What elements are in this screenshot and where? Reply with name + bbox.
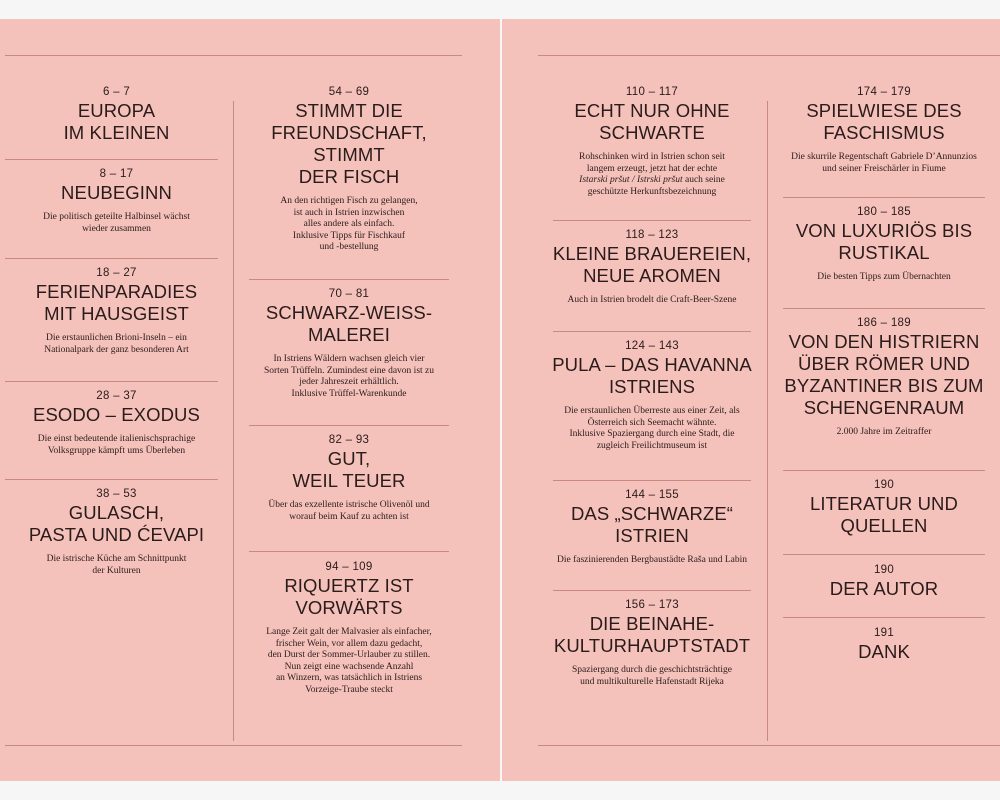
chapter-title-line: RIQUERTZ IST <box>284 575 414 596</box>
entry-separator <box>553 220 751 221</box>
chapter-title-line: PULA – DAS HAVANNA <box>552 354 752 375</box>
chapter-title-line: KULTURHAUPTSTADT <box>553 635 751 656</box>
toc-entry[interactable] <box>234 287 464 400</box>
toc-entry[interactable] <box>768 626 1000 663</box>
toc-column-3 <box>538 0 766 800</box>
toc-column-1 <box>0 0 233 800</box>
chapter-title-line: QUELLEN <box>840 515 928 536</box>
chapter-description <box>538 555 766 567</box>
chapter-title-line: BYZANTINER BIS ZUM <box>784 375 984 396</box>
entry-separator <box>5 159 218 160</box>
chapter-description-line: Sorten Trüffeln. Zumindest eine davon ist zu <box>263 365 435 376</box>
chapter-title-line: KLEINE BRAUEREIEN, <box>552 243 752 264</box>
chapter-description <box>538 665 766 688</box>
chapter-description <box>234 196 464 254</box>
entry-separator <box>5 479 218 480</box>
chapter-description-line: Nationalpark der ganz besonderen Art <box>44 344 189 355</box>
chapter-description-line: der Kulturen <box>92 565 141 576</box>
toc-entry[interactable] <box>234 85 464 254</box>
toc-column-4 <box>768 0 1000 800</box>
chapter-title-line: DER AUTOR <box>829 578 939 599</box>
chapter-title-line: WEIL TEUER <box>292 470 406 491</box>
chapter-description-line: Volksgruppe kämpft ums Überleben <box>47 445 186 456</box>
chapter-title-line: NEUE AROMEN <box>583 265 721 286</box>
page-range: 28 – 37 <box>96 390 137 402</box>
chapter-description <box>0 554 233 577</box>
chapter-title-line: VORWÄRTS <box>295 597 403 618</box>
page-range: 190 <box>873 479 895 491</box>
chapter-description-line: Vorzeige-Traube steckt <box>305 684 393 695</box>
chapter-description-line: Die politisch geteilte Halbinsel wächst <box>43 212 190 222</box>
chapter-title-line: DANK <box>858 641 910 662</box>
chapter-description-line: worauf beim Kauf zu achten ist <box>289 511 409 522</box>
chapter-description-line: geschützte Herkunftsbezeichnung <box>587 186 717 197</box>
toc-entry[interactable] <box>538 339 766 452</box>
chapter-description-line: In Istriens Wäldern wachsen gleich vier <box>273 354 425 364</box>
chapter-title <box>234 448 464 492</box>
chapter-title-line: DIE BEINAHE- <box>589 613 715 634</box>
chapter-description-line: Die einst bedeutende italienischsprachige <box>37 434 196 444</box>
chapter-description-line: An den richtigen Fisch zu gelangen, <box>280 196 418 206</box>
chapter-title <box>0 404 233 426</box>
chapter-description <box>538 295 766 307</box>
chapter-title-line: STIMMT <box>313 144 385 165</box>
chapter-description-line: Die istrische Küche am Schnittpunkt <box>46 554 187 564</box>
chapter-title-line: RUSTIKAL <box>838 242 930 263</box>
chapter-description-line: Die erstaunlichen Überreste aus einer Zeit, als <box>564 406 740 416</box>
chapter-description-line: Die besten Tipps zum Übernachten <box>817 272 951 282</box>
chapter-description <box>234 627 464 696</box>
chapter-title-line: GULASCH, <box>68 502 165 523</box>
chapter-title-line: ISTRIENS <box>608 376 696 397</box>
chapter-title <box>0 281 233 325</box>
chapter-title-line: SCHWARZ-WEISS- <box>265 302 433 323</box>
page-range: 94 – 109 <box>325 561 373 573</box>
chapter-description-line: ist auch in Istrien inzwischen <box>293 207 405 218</box>
chapter-title-line: STIMMT DIE <box>295 100 403 121</box>
page-range: 186 – 189 <box>857 317 911 329</box>
chapter-title-line: NEUBEGINN <box>61 182 172 203</box>
toc-entry[interactable] <box>768 316 1000 439</box>
chapter-title-line: MIT HAUSGEIST <box>44 303 189 324</box>
chapter-title <box>768 100 1000 144</box>
toc-entry[interactable] <box>538 228 766 307</box>
chapter-title <box>234 302 464 346</box>
chapter-description-line: und -bestellung <box>319 242 379 252</box>
entry-separator <box>783 308 985 309</box>
chapter-title-line: MALEREI <box>308 324 390 345</box>
entry-separator <box>783 470 985 471</box>
chapter-title-line: VON DEN HISTRIERN <box>788 331 980 352</box>
toc-entry[interactable] <box>234 433 464 523</box>
chapter-description-line: Inklusive Trüffel-Warenkunde <box>291 388 407 399</box>
chapter-title-line: DAS „SCHWARZE“ <box>570 503 734 524</box>
page-range: 144 – 155 <box>625 489 679 501</box>
chapter-title-line: ESODO – EXODUS <box>33 404 200 425</box>
chapter-description-line: Inklusive Spaziergang durch eine Stadt, die <box>569 429 735 439</box>
toc-entry[interactable] <box>768 478 1000 537</box>
chapter-title-line: SCHWARTE <box>599 122 705 143</box>
chapter-title <box>768 641 1000 663</box>
chapter-title-line: IM KLEINEN <box>63 122 170 143</box>
chapter-description-line: jeder Jahreszeit erhältlich. <box>299 377 399 387</box>
page-range: 82 – 93 <box>328 434 370 446</box>
toc-entry[interactable] <box>768 85 1000 175</box>
page-range: 191 <box>873 627 895 639</box>
toc-entry[interactable] <box>0 266 233 356</box>
chapter-description-line: alles andere als einfach. <box>303 219 395 229</box>
entry-separator <box>553 590 751 591</box>
chapter-title-line: PASTA UND ĆEVAPI <box>28 524 205 545</box>
chapter-title <box>768 493 1000 537</box>
chapter-description <box>538 406 766 452</box>
chapter-description-line: Die erstaunlichen Brioni-Inseln – ein <box>46 333 187 343</box>
chapter-title-line: VON LUXURIÖS BIS <box>795 220 973 241</box>
chapter-description <box>768 427 1000 439</box>
chapter-title-line: FASCHISMUS <box>823 122 945 143</box>
entry-separator <box>249 551 449 552</box>
toc-entry[interactable] <box>538 488 766 567</box>
chapter-title-line: LITERATUR UND <box>810 493 958 514</box>
toc-column-2 <box>234 0 464 800</box>
toc-entry[interactable] <box>768 205 1000 284</box>
chapter-description-line: zugleich Freilichtmuseum ist <box>596 440 708 451</box>
page-range: 180 – 185 <box>857 206 911 218</box>
chapter-title-line: ÜBER RÖMER UND <box>797 353 971 374</box>
chapter-description-line: und multikulturelle Hafenstadt Rijeka <box>580 676 724 687</box>
entry-separator <box>249 279 449 280</box>
chapter-title <box>234 100 464 188</box>
page-range: 8 – 17 <box>99 168 134 180</box>
chapter-title-line: SPIELWIESE DES <box>806 100 962 121</box>
chapter-title <box>538 613 766 657</box>
chapter-title-line: ECHT NUR OHNE <box>574 100 730 121</box>
chapter-title <box>538 354 766 398</box>
chapter-title-line: SCHENGENRAUM <box>803 397 965 418</box>
chapter-title <box>768 220 1000 264</box>
chapter-description-line: Inklusive Tipps für Fischkauf <box>292 230 406 241</box>
page-range: 38 – 53 <box>96 488 137 500</box>
page-range: 110 – 117 <box>625 86 679 98</box>
page-range: 118 – 123 <box>625 229 679 241</box>
chapter-description <box>768 272 1000 284</box>
chapter-description-line: Über das exzellente istrische Olivenöl und <box>268 500 430 510</box>
chapter-title <box>768 578 1000 600</box>
chapter-description-line: Istarski pršut / Istrski pršut auch seine <box>579 175 725 185</box>
toc-entry[interactable] <box>234 560 464 696</box>
entry-separator <box>783 197 985 198</box>
chapter-title <box>538 100 766 144</box>
chapter-description-line: Lange Zeit galt der Malvasier als einfacher, <box>266 627 432 637</box>
chapter-description-line: und seiner Freischärler in Fiume <box>822 163 946 174</box>
chapter-description-line: Nun zeigt eine wachsende Anzahl <box>284 661 414 672</box>
chapter-title-line: FREUNDSCHAFT, <box>271 122 427 143</box>
page-range: 156 – 173 <box>625 599 679 611</box>
toc-entry[interactable] <box>538 85 766 198</box>
page-range: 190 <box>873 564 895 576</box>
chapter-description-line: wieder zusammen <box>82 223 151 234</box>
chapter-description-line: 2.000 Jahre im Zeitraffer <box>836 427 932 437</box>
chapter-description-line: Die skurrile Regentschaft Gabriele D’Annunzios <box>791 152 977 162</box>
chapter-title <box>0 182 233 204</box>
chapter-description-line: langem erzeugt, jetzt hat der echte <box>586 163 718 174</box>
chapter-title-line: GUT, <box>327 448 371 469</box>
product-name: Istarski pršut / Istrski pršut <box>579 175 683 185</box>
page-range: 6 – 7 <box>102 86 131 98</box>
toc-entry[interactable] <box>0 85 233 144</box>
page-range: 70 – 81 <box>328 288 370 300</box>
chapter-description-line: frischer Wein, vor allem dazu gedacht, <box>275 638 423 649</box>
chapter-description <box>768 152 1000 175</box>
toc-entry[interactable] <box>538 598 766 688</box>
page-range: 174 – 179 <box>857 86 911 98</box>
chapter-description <box>234 500 464 523</box>
chapter-description <box>538 152 766 198</box>
chapter-description <box>0 212 233 235</box>
chapter-title <box>234 575 464 619</box>
page-range: 124 – 143 <box>625 340 679 352</box>
chapter-title <box>0 100 233 144</box>
chapter-description-line: an Winzern, was tatsächlich in Istriens <box>275 673 423 683</box>
entry-separator <box>783 554 985 555</box>
chapter-title-line: DER FISCH <box>298 166 400 187</box>
chapter-description-line: Rohschinken wird in Istrien schon seit <box>579 152 725 162</box>
entry-separator <box>249 425 449 426</box>
entry-separator <box>5 381 218 382</box>
chapter-title <box>768 331 1000 419</box>
chapter-title <box>0 502 233 546</box>
toc-entry[interactable] <box>0 389 233 457</box>
chapter-title-line: ISTRIEN <box>615 525 689 546</box>
toc-entry[interactable] <box>0 487 233 577</box>
chapter-description-line: Österreich sich Seemacht wähnte. <box>587 417 717 428</box>
chapter-description-line: den Durst der Sommer-Urlauber zu stillen. <box>267 650 431 660</box>
entry-separator <box>553 331 751 332</box>
entry-separator <box>553 480 751 481</box>
chapter-description <box>234 354 464 400</box>
page-range: 18 – 27 <box>96 267 137 279</box>
chapter-description <box>0 434 233 457</box>
chapter-description-line: Die faszinierenden Bergbaustädte Raša und Labin <box>556 555 748 565</box>
entry-separator <box>5 258 218 259</box>
chapter-title-line: EUROPA <box>77 100 156 121</box>
toc-entry[interactable] <box>768 563 1000 600</box>
entry-separator <box>783 617 985 618</box>
chapter-title-line: FERIENPARADIES <box>35 281 198 302</box>
chapter-description-line: Spaziergang durch die geschichtsträchtige <box>572 665 732 675</box>
chapter-title <box>538 503 766 547</box>
chapter-description-line: Auch in Istrien brodelt die Craft-Beer-Szene <box>567 295 737 305</box>
chapter-description <box>0 333 233 356</box>
toc-entry[interactable] <box>0 167 233 235</box>
chapter-title <box>538 243 766 287</box>
page-range: 54 – 69 <box>328 86 370 98</box>
